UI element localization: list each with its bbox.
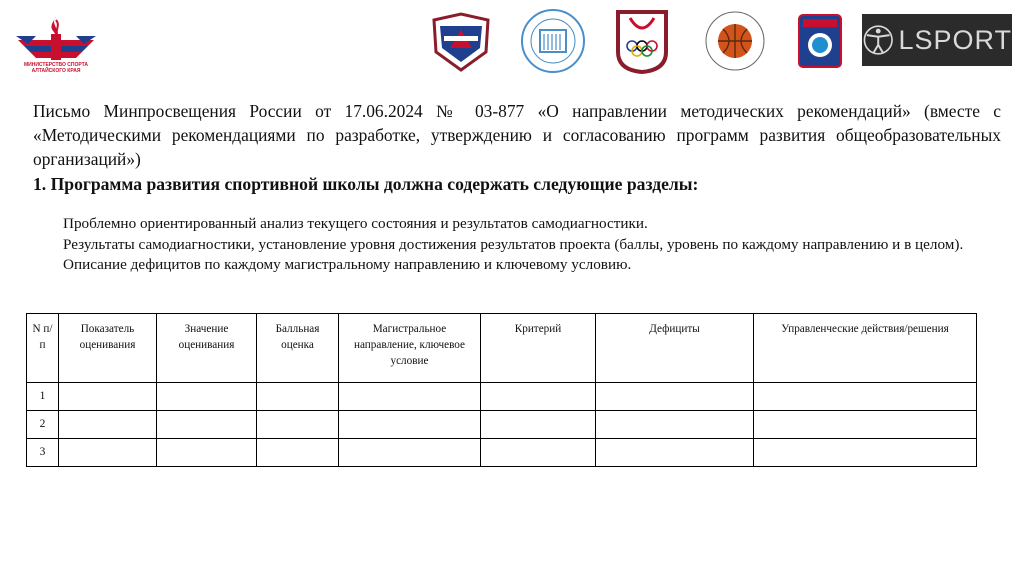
evaluation-table xyxy=(26,313,977,467)
table-cell[interactable] xyxy=(157,383,257,411)
table-cell[interactable] xyxy=(481,383,596,411)
col-header-number: N п/п xyxy=(27,314,59,383)
ministry-caption-line2: АЛТАЙСКОГО КРАЯ xyxy=(31,68,81,74)
table-cell[interactable] xyxy=(339,411,481,439)
auor-olympic-logo xyxy=(614,8,670,79)
list-item: Описание дефицитов по каждому магистральному направлению и ключевому условию. xyxy=(63,256,632,273)
table-cell[interactable] xyxy=(157,439,257,467)
table-cell[interactable] xyxy=(59,411,157,439)
sections-list xyxy=(33,214,1003,276)
row-number: 2 xyxy=(27,411,59,439)
list-item: Результаты самодиагностики, установление уровня достижения результатов проекта (баллы, уровень по каждому направлению и в целом). xyxy=(63,235,964,253)
list-item: Проблемно ориентированный анализ текущего состояния и результатов самодиагностики. xyxy=(63,215,648,232)
section-heading: 1. Программа развития спортивной школы должна содержать следующие разделы: xyxy=(33,174,699,194)
table-cell[interactable] xyxy=(754,439,977,467)
table-cell[interactable] xyxy=(481,439,596,467)
table-cell[interactable] xyxy=(339,439,481,467)
table-cell[interactable] xyxy=(481,411,596,439)
table-row xyxy=(27,383,977,411)
row-number: 1 xyxy=(27,383,59,411)
col-header-score: Балльная оценка xyxy=(257,314,339,383)
lsport-logo-text: LSPORT xyxy=(898,24,1012,55)
col-header-criterion: Критерий xyxy=(481,314,596,383)
col-header-actions: Управленческие действия/решения xyxy=(754,314,977,383)
table-header-row xyxy=(27,314,977,383)
table-cell[interactable] xyxy=(59,439,157,467)
ministry-caption-line1: МИНИСТЕРСТВО СПОРТА xyxy=(23,62,89,68)
table-cell[interactable] xyxy=(339,383,481,411)
row-number: 3 xyxy=(27,439,59,467)
table-cell[interactable] xyxy=(596,411,754,439)
table-cell[interactable] xyxy=(596,383,754,411)
athlete-silhouette-icon xyxy=(862,18,894,62)
col-header-deficits: Дефициты xyxy=(596,314,754,383)
table-cell[interactable] xyxy=(257,411,339,439)
table-cell[interactable] xyxy=(59,383,157,411)
ministry-logo xyxy=(14,14,98,76)
intro-paragraph: Письмо Минпросвещения России от 17.06.2024 № 03-877 «О направлении методических рекомендаций» (вместе с «Методическими рекомендациями по разработке, утверждению и согласованию программ развития общеобразовательных организаций») xyxy=(33,101,1001,169)
ministry-emblem-icon xyxy=(14,14,98,62)
union-shield-logo xyxy=(430,12,492,77)
lsport-logo xyxy=(862,14,1012,66)
table-cell[interactable] xyxy=(596,439,754,467)
table-row xyxy=(27,411,977,439)
col-header-direction: Магистральное направление, ключевое условие xyxy=(339,314,481,383)
table-cell[interactable] xyxy=(157,411,257,439)
col-header-indicator: Показатель оценивания xyxy=(59,314,157,383)
altai-basket-logo xyxy=(700,10,770,77)
sports-badge-logo xyxy=(797,13,843,74)
university-seal-logo xyxy=(520,8,586,79)
table-cell[interactable] xyxy=(754,411,977,439)
table-row xyxy=(27,439,977,467)
col-header-value: Значение оценивания xyxy=(157,314,257,383)
table-cell[interactable] xyxy=(754,383,977,411)
table-cell[interactable] xyxy=(257,383,339,411)
table-cell[interactable] xyxy=(257,439,339,467)
